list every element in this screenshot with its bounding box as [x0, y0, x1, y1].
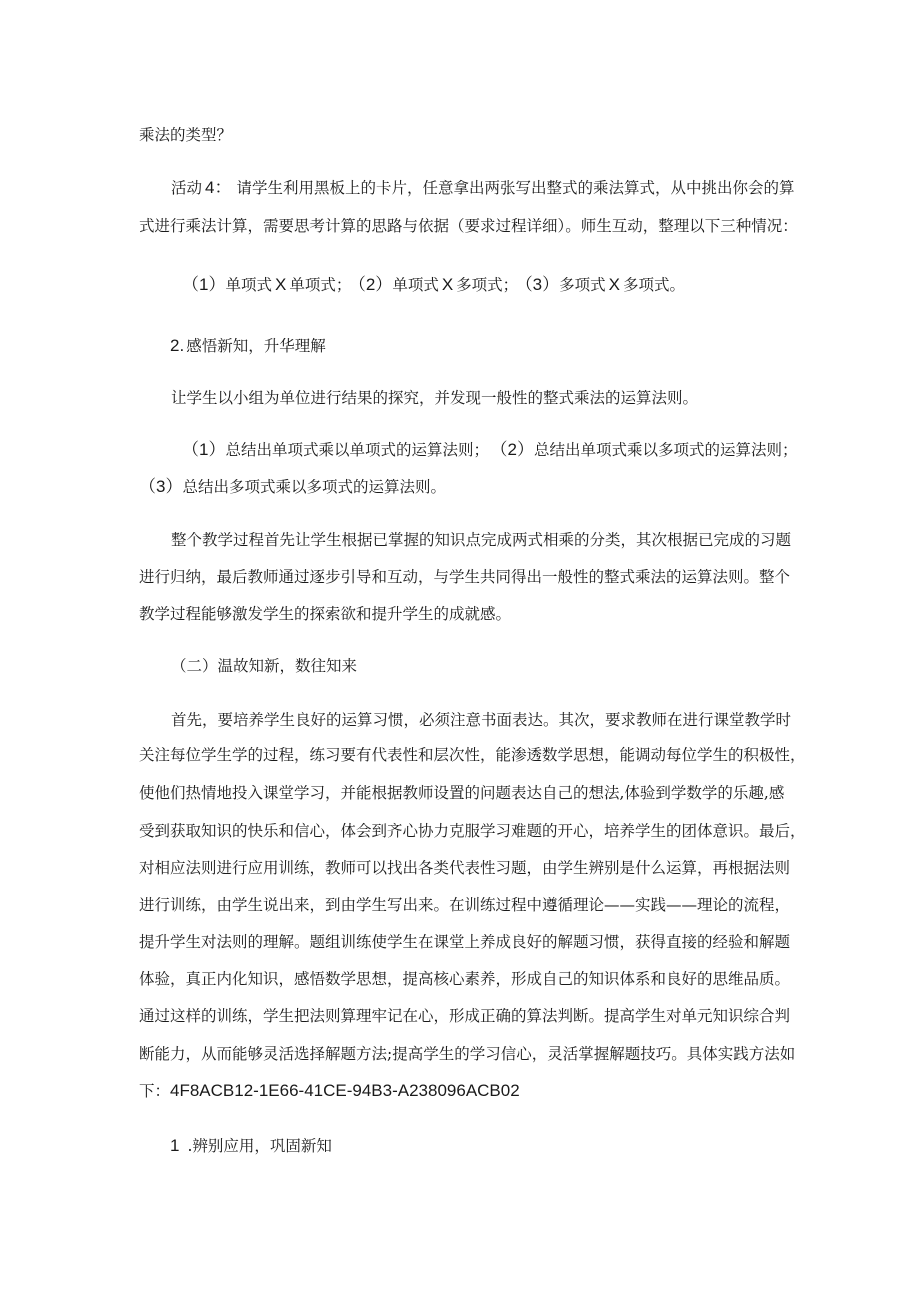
activity-4-line-1: [171, 178, 795, 198]
text-line: 使他们热情地投入课堂学习，并能根据教师设置的问题表达自己的想法,体验到学数学的乐趣,感: [139, 784, 785, 802]
activity-4-line-2: 式进行乘法计算，需要思考计算的思路与依据（要求过程详细）。师生互动，整理以下三种情况：: [139, 217, 798, 235]
case-number: （2）: [498, 440, 534, 459]
text-line: 教学过程能够激发学生的探索欲和提升学生的成就感。: [139, 605, 512, 623]
case-number: （1）: [182, 275, 226, 294]
text-line: 对相应法则进行应用训练，教师可以找出各类代表性习题，由学生辨别是什么运算，再根据法则: [139, 859, 791, 877]
section-heading-2: [170, 336, 326, 356]
activity-label: 活动: [171, 179, 203, 197]
multiply-sign: X: [274, 275, 287, 294]
heading-number: 1: [170, 1136, 180, 1155]
text-line: 断能力，从而能够灵活选择解题方法;提高学生的学习信心，灵活掌握解题技巧。具体实践方法如: [139, 1045, 796, 1063]
text-segment: 多项式。: [623, 276, 686, 294]
text-segment: 总结出单项式乘以多项式的运算法则；: [533, 441, 798, 459]
text-segment: 单项式；: [289, 276, 352, 294]
text-line: 首先，要培养学生良好的运算习惯，必须注意书面表达。其次，要求教师在进行课堂教学时: [171, 711, 792, 729]
subsection-heading: （二）温故知新，数往知来: [171, 657, 358, 675]
heading-text: 感悟新知，升华理解: [186, 337, 326, 355]
text-segment: 多项式: [559, 276, 606, 294]
heading-number: 2.: [170, 336, 185, 355]
case-number: （1）: [182, 440, 226, 459]
text-line: 关注每位学生学的过程，练习要有代表性和层次性，能渗透数学思想，能调动每位学生的积极性，: [139, 746, 806, 764]
cases-list-1: [182, 275, 685, 295]
text-segment: 总结出单项式乘以单项式的运算法则；: [225, 441, 489, 459]
rules-list-line-1: [182, 440, 797, 460]
rules-list-line-2: [139, 477, 446, 497]
text-line: 受到获取知识的快乐和信心，体会到齐心协力克服学习难题的开心，培养学生的团体意识。最后，: [139, 822, 806, 840]
text-line: 进行训练，由学生说出来，到由学生写出来。在训练过程中遵循理论——实践——理论的流程，: [139, 896, 791, 914]
text-line: 乘法的类型？: [139, 126, 233, 144]
activity-number: 4：: [205, 178, 232, 197]
case-number: （2）: [357, 275, 393, 294]
text-line: 通过这样的训练，学生把法则算理牢记在心，形成正确的算法判断。提高学生对单元知识综合判: [139, 1007, 791, 1025]
case-number: （3）: [524, 275, 560, 294]
multiply-sign: X: [608, 275, 621, 294]
text-line: 整个教学过程首先让学生根据已掌握的知识点完成两式相乘的分类，其次根据已完成的习题: [171, 531, 792, 549]
section-heading-1: [170, 1136, 332, 1156]
text-segment: 下：: [139, 1082, 171, 1100]
text-line: 让学生以小组为单位进行结果的探究，并发现一般性的整式乘法的运算法则。: [171, 389, 699, 407]
text-line: 体验，真正内化知识，感悟数学思想，提高核心素养，形成自己的知识体系和良好的思维品质。: [139, 970, 791, 988]
multiply-sign: X: [441, 275, 454, 294]
text-segment: 多项式；: [456, 276, 519, 294]
heading-text: .辨别应用，巩固新知: [187, 1137, 332, 1155]
text-segment: 总结出多项式乘以多项式的运算法则。: [182, 478, 446, 496]
text-segment: 请学生利用黑板上的卡片，任意拿出两张写出整式的乘法算式，从中挑出你会的算: [236, 179, 795, 197]
text-segment: 单项式: [392, 276, 439, 294]
text-line: 提升学生对法则的理解。题组训练使学生在课堂上养成良好的解题习惯，获得直接的经验和解题: [139, 933, 791, 951]
text-line-with-code: [139, 1081, 520, 1101]
text-segment: 单项式: [225, 276, 272, 294]
text-line: 进行归纳，最后教师通过逐步引导和互动，与学生共同得出一般性的整式乘法的运算法则。整个: [139, 568, 791, 586]
case-number: （3）: [139, 477, 183, 496]
document-id-code: 4F8ACB12-1E66-41CE-94B3-A238096ACB02: [170, 1081, 520, 1100]
